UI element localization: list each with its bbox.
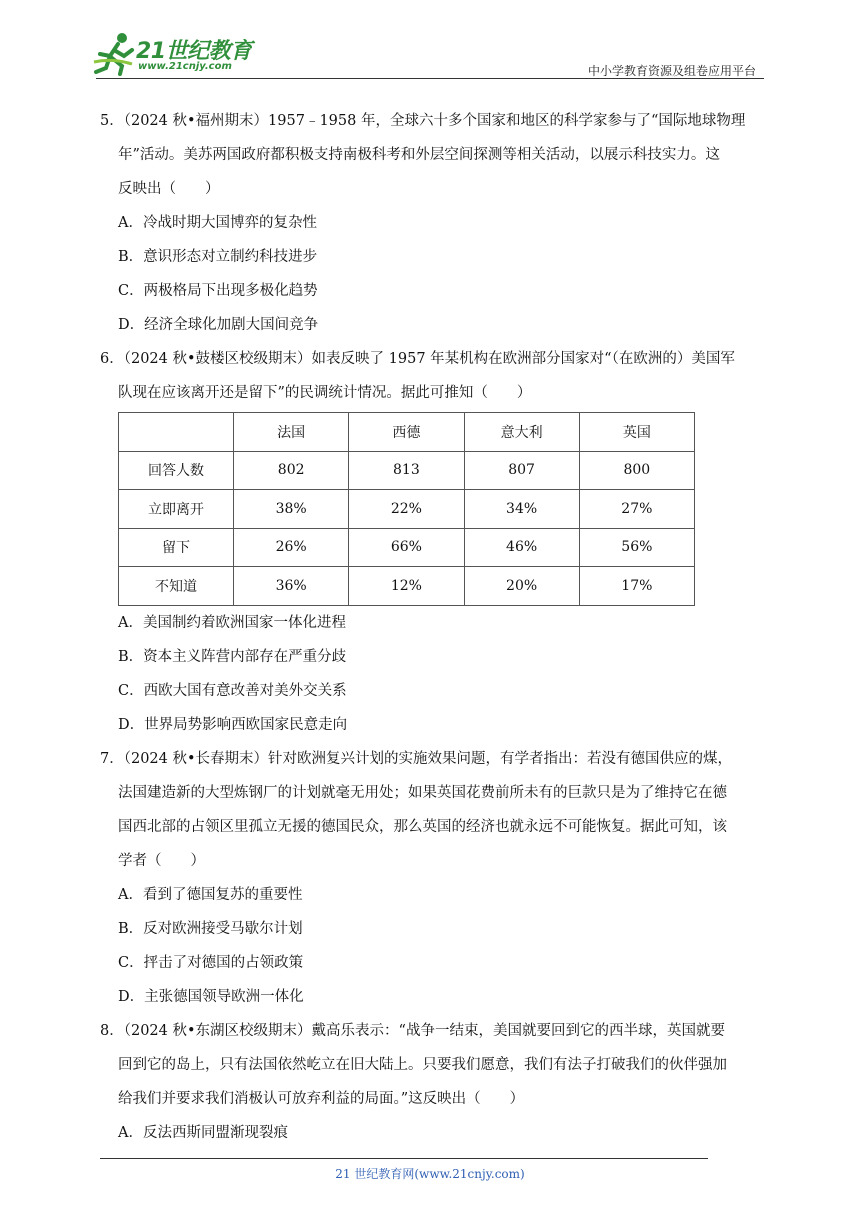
table-cell: 22% (349, 490, 464, 529)
table-header-cell: 意大利 (464, 413, 579, 452)
question-5 (100, 104, 770, 342)
question-7 (100, 742, 770, 1014)
table-header-cell (119, 413, 234, 452)
table-cell: 66% (349, 528, 464, 567)
question-stem-line: 7．（2024 秋•长春期末）针对欧洲复兴计划的实施效果问题，有学者指出：若没有德国供应的煤， (100, 750, 733, 767)
table-cell: 留下 (119, 528, 234, 567)
question-stem-line: 给我们并要求我们消极认可放弃利益的局面。”这反映出（ ） (118, 1090, 525, 1107)
page-header (0, 0, 860, 80)
table-header-cell: 法国 (234, 413, 349, 452)
question-stem-line: 法国建造新的大型炼钢厂的计划就毫无用处；如果英国花费前所未有的巨款只是为了维持它在德 (118, 784, 727, 801)
question-stem-line: 回到它的岛上，只有法国依然屹立在旧大陆上。只要我们愿意，我们有法子打破我们的伙伴强加 (118, 1056, 727, 1073)
question-stem-line: 反映出（ ） (118, 181, 220, 197)
option-a: A．反法西斯同盟渐现裂痕 (118, 1124, 288, 1141)
table-row (119, 567, 695, 606)
table-cell: 20% (464, 567, 579, 606)
question-stem-line: 年”活动。美苏两国政府都积极支持南极科考和外层空间探测等相关活动，以展示科技实力。这 (118, 147, 720, 163)
logo-url: www.21cnjy.com (138, 61, 232, 72)
table-cell: 46% (464, 528, 579, 567)
option-a: A．冷战时期大国博弈的复杂性 (118, 215, 317, 231)
table-cell: 17% (579, 567, 694, 606)
table-header-row (119, 413, 695, 452)
table-cell: 回答人数 (119, 451, 234, 490)
option-b: B．资本主义阵营内部存在严重分歧 (118, 648, 347, 665)
logo-text: 21世纪教育 (136, 39, 252, 64)
option-b: B．反对欧洲接受马歇尔计划 (118, 920, 303, 937)
question-stem-line: 队现在应该离开还是留下”的民调统计情况。据此可推知（ ） (118, 385, 532, 401)
question-8 (100, 1014, 770, 1150)
option-a: A．看到了德国复苏的重要性 (118, 886, 303, 903)
table-header-cell: 英国 (579, 413, 694, 452)
option-d: D．经济全球化加剧大国间竞争 (118, 317, 319, 333)
table-cell: 26% (234, 528, 349, 567)
question-stem-line: 国西北部的占领区里孤立无援的德国民众，那么英国的经济也就永远不可能恢复。据此可知，该 (118, 818, 727, 835)
option-c: C．两极格局下出现多极化趋势 (118, 283, 318, 299)
table-row (119, 490, 695, 529)
table-row (119, 451, 695, 490)
platform-title: 中小学教育资源及组卷应用平台 (587, 64, 756, 78)
table-cell: 34% (464, 490, 579, 529)
runner-logo-icon (92, 32, 138, 76)
option-d: D．主张德国领导欧洲一体化 (118, 988, 304, 1005)
table-cell: 800 (579, 451, 694, 490)
option-a: A．美国制约着欧洲国家一体化进程 (118, 614, 346, 631)
footer-divider (100, 1158, 708, 1159)
option-c: C．抨击了对德国的占领政策 (118, 954, 304, 971)
table-cell: 27% (579, 490, 694, 529)
page-footer[interactable]: 21 世纪教育网(www.21cnjy.com) (335, 1167, 525, 1181)
question-stem-line: 5．（2024 秋•福州期末）1957﹣1958 年，全球六十多个国家和地区的科学家参与了“国际地球物理 (100, 113, 746, 129)
table-row (119, 528, 695, 567)
table-cell: 38% (234, 490, 349, 529)
table-cell: 807 (464, 451, 579, 490)
option-b: B．意识形态对立制约科技进步 (118, 249, 318, 265)
option-c: C．西欧大国有意改善对美外交关系 (118, 682, 347, 699)
question-stem-line: 学者（ ） (118, 852, 205, 869)
question-6 (100, 342, 770, 742)
table-cell: 12% (349, 567, 464, 606)
table-cell: 56% (579, 528, 694, 567)
table-cell: 802 (234, 451, 349, 490)
site-logo (92, 32, 262, 78)
header-divider (96, 78, 764, 79)
option-d: D．世界局势影响西欧国家民意走向 (118, 716, 348, 733)
question-list (100, 104, 770, 1150)
table-cell: 不知道 (119, 567, 234, 606)
question-stem-line: 8．（2024 秋•东湖区校级期末）戴高乐表示：“战争一结束，美国就要回到它的西半球，英国就要 (100, 1022, 725, 1039)
question-stem-line: 6．（2024 秋•鼓楼区校级期末）如表反映了 1957 年某机构在欧洲部分国家对“（在欧洲的）美国军 (100, 351, 735, 367)
poll-table (118, 412, 695, 606)
table-cell: 立即离开 (119, 490, 234, 529)
table-header-cell: 西德 (349, 413, 464, 452)
table-cell: 813 (349, 451, 464, 490)
table-cell: 36% (234, 567, 349, 606)
